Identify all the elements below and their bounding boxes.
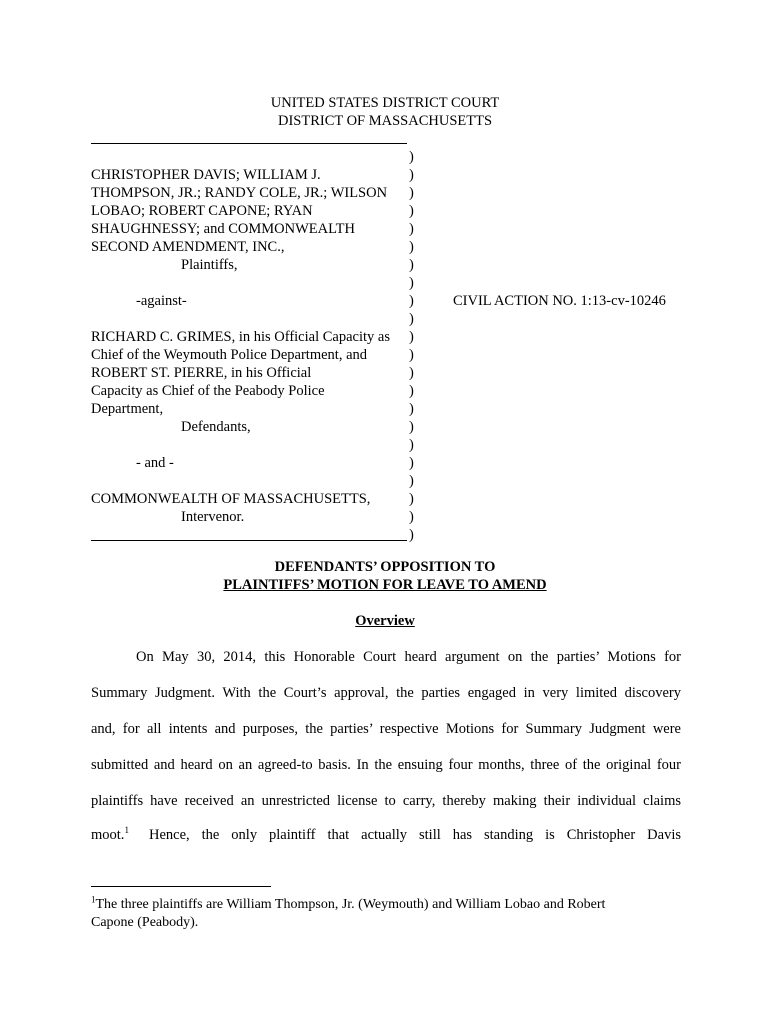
caption-paren: ) (409, 149, 414, 165)
body-line: Summary Judgment. With the Court’s approval, the parties engaged in very limited discovery (91, 685, 681, 701)
caption-paren: ) (409, 473, 414, 489)
document-title-line2: PLAINTIFFS’ MOTION FOR LEAVE TO AMEND (223, 577, 547, 593)
defendant-line: Chief of the Weymouth Police Department, and (91, 347, 368, 363)
caption-paren: ) (409, 491, 414, 507)
caption-paren: ) (409, 347, 414, 363)
plaintiff-line: CHRISTOPHER DAVIS; WILLIAM J. (91, 167, 321, 183)
intervenor-line: COMMONWEALTH OF MASSACHUSETTS, (91, 491, 371, 507)
caption-top-rule (91, 143, 407, 144)
caption-paren: ) (409, 509, 414, 525)
footnote-reference[interactable]: 1 (124, 825, 129, 836)
defendant-line: ROBERT ST. PIERRE, in his Official (91, 365, 312, 381)
caption-paren: ) (409, 437, 414, 453)
plaintiff-line: LOBAO; ROBERT CAPONE; RYAN (91, 203, 313, 219)
footnote-text-line2: Capone (Peabody). (91, 915, 199, 930)
caption-paren: ) (409, 419, 414, 435)
caption-bottom-rule (91, 540, 407, 541)
caption-paren: ) (409, 329, 414, 345)
footnote-line1-wrap (91, 896, 681, 914)
caption-paren: ) (409, 293, 414, 309)
document-title-line2-wrap (0, 576, 770, 594)
body-line: plaintiffs have received an unrestricted license to carry, thereby making their individual claims (91, 793, 681, 809)
section-heading: Overview (355, 613, 415, 629)
defendants-label: Defendants, (181, 419, 251, 435)
footnote-marker: 1 (91, 894, 96, 905)
caption-paren: ) (409, 203, 414, 219)
civil-action-number: CIVIL ACTION NO. 1:13-cv-10246 (453, 293, 666, 309)
caption-paren: ) (409, 185, 414, 201)
caption-paren: ) (409, 257, 414, 273)
plaintiff-line: THOMPSON, JR.; RANDY COLE, JR.; WILSON (91, 185, 388, 201)
against-label: -against- (136, 293, 187, 309)
defendant-line: RICHARD C. GRIMES, in his Official Capacity as (91, 329, 390, 345)
caption-paren: ) (409, 455, 414, 471)
caption-paren: ) (409, 365, 414, 381)
caption-paren: ) (409, 383, 414, 399)
caption-paren: ) (409, 275, 414, 291)
caption-paren: ) (409, 527, 414, 543)
and-label: - and - (136, 455, 174, 471)
body-line: and, for all intents and purposes, the parties’ respective Motions for Summary Judgment were (91, 721, 681, 737)
intervenor-label: Intervenor. (181, 509, 245, 525)
district-name: DISTRICT OF MASSACHUSETTS (277, 113, 493, 129)
body-moot: moot. (91, 827, 125, 843)
document-title-line1: DEFENDANTS’ OPPOSITION TO (274, 559, 496, 575)
body-line-rest: Hence, the only plaintiff that actually still has standing is Christopher Davis (149, 827, 681, 843)
section-heading-wrap (0, 612, 770, 630)
caption-paren: ) (409, 311, 414, 327)
defendant-line: Capacity as Chief of the Peabody Police (91, 383, 325, 399)
caption-paren: ) (409, 221, 414, 237)
caption-paren: ) (409, 401, 414, 417)
body-line: On May 30, 2014, this Honorable Court heard argument on the parties’ Motions for (136, 649, 681, 665)
footnote-separator (91, 886, 271, 887)
court-name: UNITED STATES DISTRICT COURT (270, 95, 500, 111)
plaintiff-line: SECOND AMENDMENT, INC., (91, 239, 285, 255)
plaintiff-line: SHAUGHNESSY; and COMMONWEALTH (91, 221, 355, 237)
caption-paren: ) (409, 239, 414, 255)
body-line: submitted and heard on an agreed-to basis. In the ensuing four months, three of the original four (91, 757, 681, 773)
footnote-text-line1: The three plaintiffs are William Thompson, Jr. (Weymouth) and William Lobao and Robert (95, 897, 606, 912)
plaintiffs-label: Plaintiffs, (181, 257, 238, 273)
defendant-line: Department, (91, 401, 164, 417)
caption-paren: ) (409, 167, 414, 183)
